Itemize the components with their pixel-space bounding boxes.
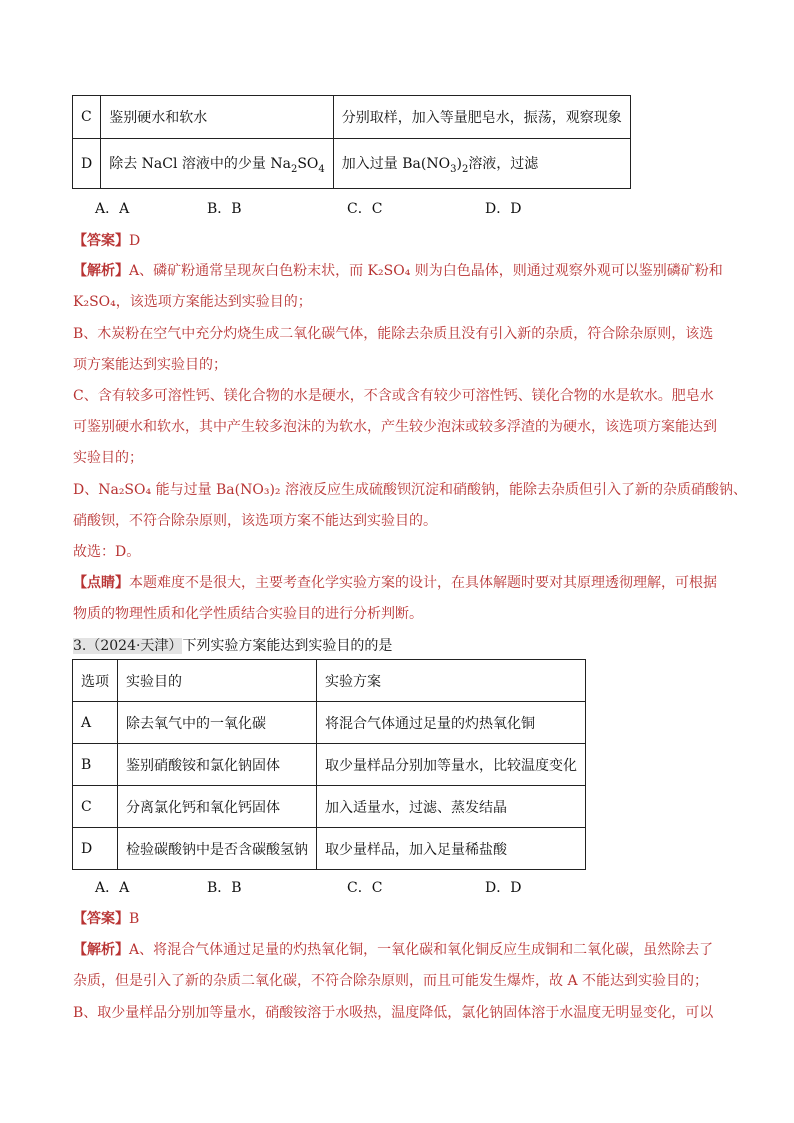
- analysis-1-line: C、含有较多可溶性钙、镁化合物的水是硬水，不含或含有较少可溶性钙、镁化合物的水是软水。肥皂水: [73, 388, 714, 404]
- answer-tag: 【答案】: [73, 911, 129, 927]
- table-row: [73, 96, 631, 139]
- choice-c: C．C: [347, 880, 383, 896]
- analysis-tag: 【解析】: [73, 263, 129, 279]
- plan-text: (NO: [420, 155, 451, 172]
- analysis-1-line: K₂SO₄，该选项方案能达到实验目的；: [73, 294, 312, 310]
- question-3: [73, 635, 392, 655]
- choice-a: A．A: [95, 201, 130, 217]
- analysis-1-line: 实验目的；: [73, 450, 143, 466]
- choice-d: D．D: [485, 201, 522, 217]
- comment-1-line: 物质的物理性质和化学性质结合实验目的进行分析判断。: [73, 606, 423, 622]
- table-cell-plan: 取少量样品分别加等量水，比较温度变化: [317, 744, 586, 786]
- comment-tag: 【点睛】: [73, 575, 129, 591]
- table-header-row: [73, 660, 586, 702]
- analysis-tag: 【解析】: [73, 942, 129, 958]
- table-cell-purpose: [101, 139, 334, 189]
- table-2: [72, 659, 586, 870]
- plan-text: 加入过量 Ba: [341, 155, 421, 172]
- analysis-2-line: [73, 939, 713, 959]
- answer-tag: 【答案】: [73, 233, 129, 249]
- table-cell-option: A: [73, 702, 118, 744]
- table-header-purpose: 实验目的: [118, 660, 317, 702]
- table-cell-purpose: 检验碳酸钠中是否含碳酸氢钠: [118, 828, 317, 870]
- table-cell-option: D: [73, 139, 101, 189]
- question-number: 3.（2024·天津）: [73, 638, 183, 654]
- table-cell-plan: 分别取样，加入等量肥皂水，振荡，观察现象: [333, 96, 630, 139]
- table-cell-option: C: [73, 786, 118, 828]
- analysis-1-line: [73, 260, 723, 280]
- table-cell-purpose: 除去氧气中的一氧化碳: [118, 702, 317, 744]
- choice-b: B．B: [207, 201, 242, 217]
- answer-value: B: [129, 911, 140, 927]
- table-row: [73, 702, 586, 744]
- subscript: 4: [318, 163, 325, 175]
- comment-text: 本题难度不是很大，主要考查化学实验方案的设计，在具体解题时要对其原理透彻理解，可根据: [129, 575, 717, 591]
- table-cell-option: C: [73, 96, 101, 139]
- purpose-text: 除去 NaCl 溶液中的少量 Na: [109, 155, 291, 172]
- purpose-text: SO: [297, 155, 319, 172]
- analysis-1-line: B、木炭粉在空气中充分灼烧生成二氧化碳气体，能除去杂质且没有引入新的杂质，符合除杂原则，该选: [73, 326, 714, 342]
- analysis-1-line: 硝酸钡，不符合除杂原则，该选项方案不能达到实验目的。: [73, 513, 437, 529]
- analysis-2-line: B、取少量样品分别加等量水，硝酸铵溶于水吸热，温度降低，氯化钠固体溶于水温度无明显变化，可以: [73, 1005, 714, 1021]
- analysis-1-line: 项方案能达到实验目的；: [73, 357, 227, 373]
- plan-text: ): [456, 155, 462, 172]
- answer-2: [73, 908, 139, 928]
- answer-1: [73, 230, 140, 250]
- analysis-1-line: 可鉴别硬水和软水，其中产生较多泡沫的为软水，产生较少泡沫或较多浮渣的为硬水，该选项方案能达到: [73, 419, 717, 435]
- table-row: [73, 786, 586, 828]
- table-cell-purpose: 鉴别硬水和软水: [101, 96, 334, 139]
- choice-b: B．B: [207, 880, 242, 896]
- table-row: [73, 828, 586, 870]
- table-cell-plan: 将混合气体通过足量的灼热氧化铜: [317, 702, 586, 744]
- table-cell-plan: [333, 139, 630, 189]
- analysis-text: A、磷矿粉通常呈现灰白色粉末状，而 K₂SO₄ 则为白色晶体，则通过观察外观可以鉴别磷矿粉和: [129, 263, 723, 279]
- comment-1-line: [73, 572, 717, 592]
- choice-a: A．A: [95, 880, 130, 896]
- analysis-2-line: 杂质，但是引入了新的杂质二氧化碳，不符合除杂原则，而且可能发生爆炸，故 A 不能达到实验目的；: [73, 973, 709, 989]
- subscript: 2: [461, 163, 469, 175]
- answer-value: D: [129, 233, 141, 249]
- table-cell-purpose: 分离氯化钙和氧化钙固体: [118, 786, 317, 828]
- analysis-text: A、将混合气体通过足量的灼热氧化铜，一氧化碳和氧化铜反应生成铜和二氧化碳，虽然除去了: [129, 942, 714, 958]
- table-cell-plan: 取少量样品，加入足量稀盐酸: [317, 828, 586, 870]
- table-cell-plan: 加入适量水，过滤、蒸发结晶: [317, 786, 586, 828]
- table-row: [73, 744, 586, 786]
- analysis-1-line: 故选：D。: [73, 544, 141, 560]
- table-header-plan: 实验方案: [317, 660, 586, 702]
- plan-text: 溶液，过滤: [468, 155, 539, 172]
- subscript: 2: [290, 163, 298, 175]
- table-cell-purpose: 鉴别硝酸铵和氯化钠固体: [118, 744, 317, 786]
- table-cell-option: B: [73, 744, 118, 786]
- question-text: 下列实验方案能达到实验目的的是: [182, 638, 393, 654]
- table-header-option: 选项: [73, 660, 118, 702]
- table-1: [72, 95, 631, 189]
- choice-d: D．D: [485, 880, 522, 896]
- table-cell-option: D: [73, 828, 118, 870]
- table-row: [73, 139, 631, 189]
- choice-c: C．C: [347, 201, 383, 217]
- analysis-1-line: D、Na₂SO₄ 能与过量 Ba(NO₃)₂ 溶液反应生成硫酸钡沉淀和硝酸钠，能除去杂质但引入了新的杂质硝酸钠、: [73, 482, 747, 498]
- subscript: 3: [450, 163, 457, 175]
